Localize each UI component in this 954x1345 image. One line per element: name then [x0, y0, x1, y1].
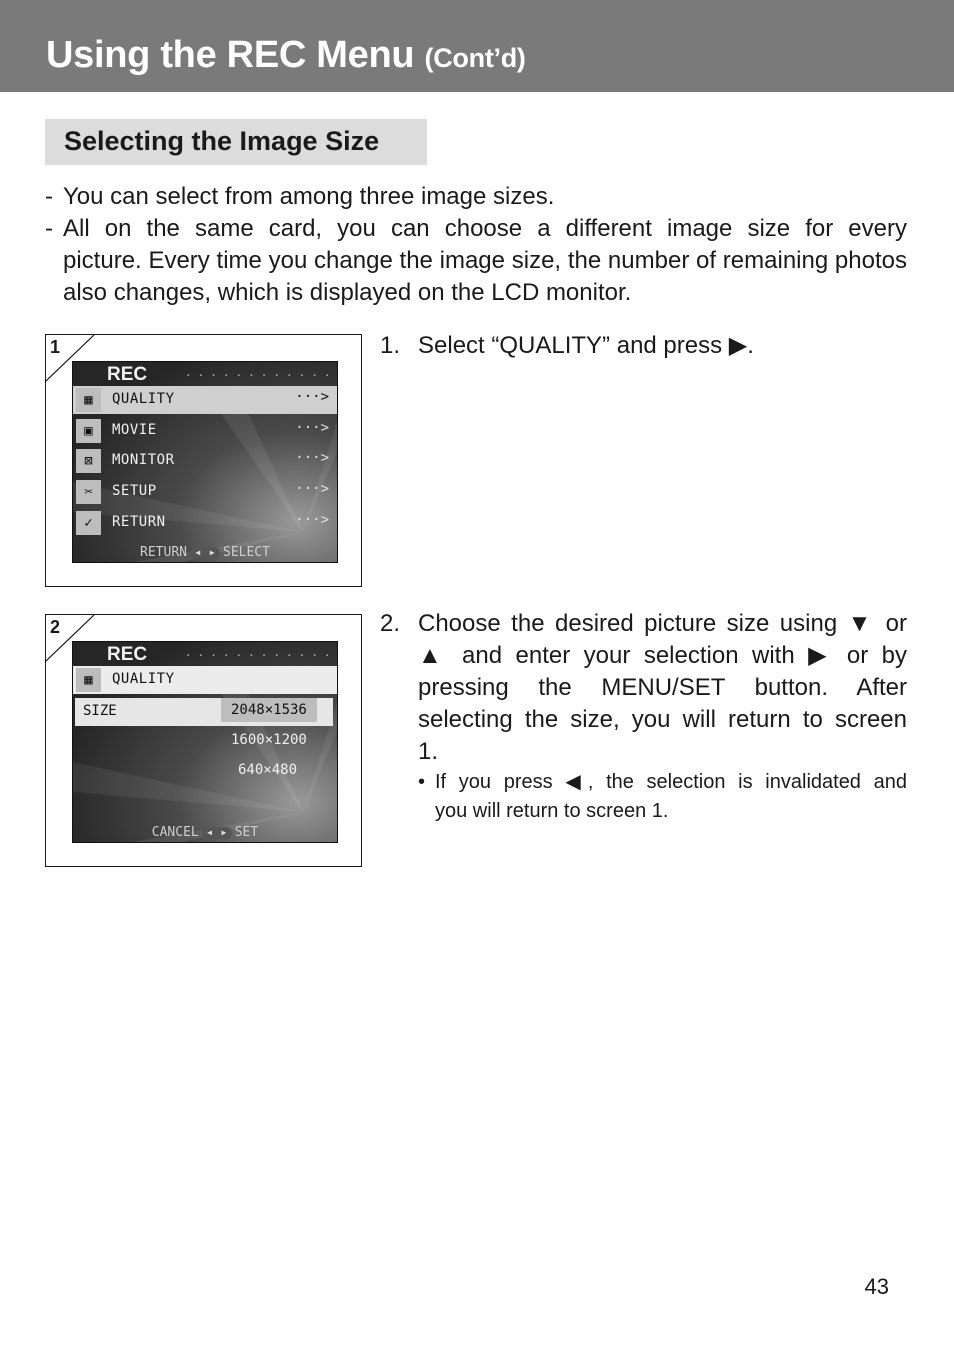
menu-item-label: MONITOR — [112, 452, 175, 468]
lcd-footer — [73, 825, 337, 840]
dash-marker: - — [45, 215, 53, 242]
intro-item-text-rest: picture. Every time you change the image size, the number of remaining photos also changes, which is displayed on the LCD monitor. — [63, 247, 907, 306]
monitor-icon: ⊠ — [76, 449, 101, 473]
menu-item-label: SETUP — [112, 483, 157, 499]
menu-item-label: RETURN — [112, 514, 166, 530]
size-option-640[interactable]: 640×480 — [238, 762, 298, 778]
arrow-right-icon: ···> — [295, 512, 329, 528]
size-label: SIZE — [83, 703, 117, 719]
figure-number: 2 — [50, 617, 61, 637]
note — [418, 768, 907, 826]
section-heading-box — [45, 119, 427, 165]
footer-select-label: SELECT — [223, 545, 270, 560]
intro-list — [45, 181, 907, 309]
left-right-pad-icon: ◀ ▶ — [202, 827, 232, 839]
step-text — [418, 608, 907, 768]
figure-screen-1 — [45, 334, 362, 587]
step-text-line: selecting the size, you will return to screen — [418, 706, 907, 733]
step-text-line: ▲ and enter your selection with ▶ or by — [418, 642, 907, 669]
lcd-dots: ············ — [185, 369, 337, 382]
arrow-right-icon: ···> — [295, 481, 329, 497]
note-text-line: If you press ◀, the selection is invalidated and — [435, 771, 907, 793]
step-text-line: pressing the MENU/SET button. After — [418, 674, 907, 701]
page-title-main: Using the REC Menu — [46, 34, 415, 76]
tools-icon: ✂ — [76, 480, 101, 504]
footer-return-label: RETURN — [140, 545, 187, 560]
note-text — [435, 768, 907, 826]
size-option-2048[interactable]: 2048×1536 — [221, 698, 317, 722]
footer-set-label: SET — [234, 825, 259, 840]
lcd-footer — [73, 545, 337, 560]
figure-number: 1 — [50, 337, 61, 357]
step-text: Select “QUALITY” and press ▶. — [418, 332, 754, 359]
menu-item-setup[interactable] — [73, 478, 337, 506]
figure-screen-2 — [45, 614, 362, 867]
movie-camera-icon: ▣ — [76, 419, 101, 443]
arrow-right-icon: ···> — [295, 389, 329, 405]
step-number: 2. — [380, 610, 401, 637]
step-text-line: Choose the desired picture size using ▼ or — [418, 610, 907, 637]
dash-marker: - — [45, 183, 53, 210]
size-option-1600[interactable]: 1600×1200 — [231, 732, 307, 748]
intro-item-text-line: All on the same card, you can choose a different image size for every — [63, 215, 907, 242]
checklist-icon: ✓ — [76, 511, 101, 535]
page-header — [0, 0, 954, 92]
menu-item-movie[interactable] — [73, 417, 337, 445]
intro-item-text: You can select from among three image sizes. — [63, 183, 555, 210]
step-number: 1. — [380, 332, 401, 359]
bullet-marker: • — [418, 771, 426, 793]
menu-item-quality — [73, 666, 337, 694]
step-text-line: 1. — [418, 738, 439, 765]
menu-item-label: QUALITY — [112, 391, 175, 407]
grid-icon: ▦ — [76, 668, 101, 692]
step-1 — [380, 330, 907, 362]
menu-item-quality[interactable] — [73, 386, 337, 414]
page-title — [46, 34, 526, 77]
section-title: Selecting the Image Size — [64, 126, 380, 156]
menu-item-return[interactable] — [73, 509, 337, 537]
intro-item — [45, 213, 907, 309]
lcd-title: REC — [107, 364, 148, 385]
intro-item — [45, 181, 907, 213]
menu-item-label: QUALITY — [112, 671, 175, 687]
menu-item-monitor[interactable] — [73, 447, 337, 475]
lcd-screen — [72, 641, 338, 843]
menu-item-label: MOVIE — [112, 422, 157, 438]
lcd-title: REC — [107, 644, 148, 665]
grid-icon: ▦ — [76, 388, 101, 412]
footer-cancel-label: CANCEL — [151, 825, 199, 840]
step-2 — [380, 608, 907, 768]
page-title-sub: (Cont’d) — [424, 43, 526, 73]
lcd-screen — [72, 361, 338, 563]
left-right-pad-icon: ◀ ▶ — [190, 547, 220, 559]
arrow-right-icon: ···> — [295, 450, 329, 466]
arrow-right-icon: ···> — [295, 420, 329, 436]
lcd-dots: ············ — [185, 649, 337, 662]
note-text-line: you will return to screen 1. — [435, 800, 669, 822]
page-number: 43 — [864, 1274, 889, 1299]
